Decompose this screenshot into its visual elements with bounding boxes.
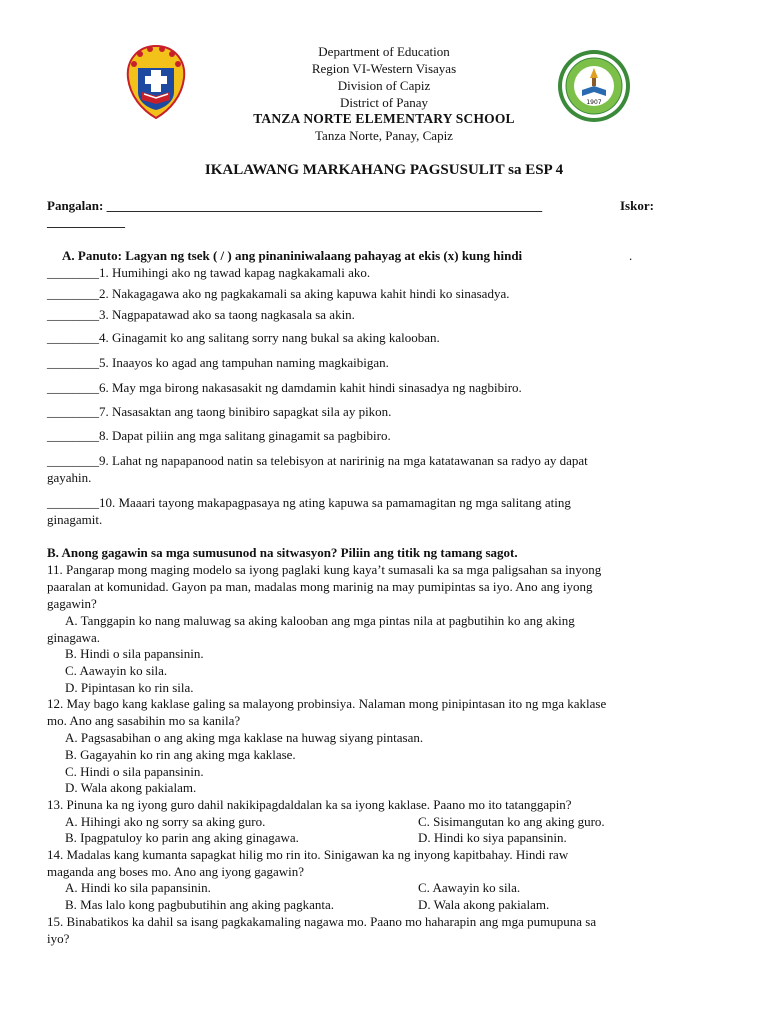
answer-option: A. Hindi ko sila papansinin.	[65, 880, 211, 895]
part-a-item: ________4. Ginagamit ko ang salitang sorry nang bukal sa aking kalooban.	[47, 330, 440, 345]
question-text: 12. May bago kang kaklase galing sa malayong probinsiya. Nalaman mong pinipintasan ito ng mga kaklase	[47, 696, 607, 711]
answer-option-cont: ginagawa.	[47, 630, 101, 645]
question-text: paaralan at komunidad. Gayon pa man, madalas mong marinig na may pumipintas sa iyo. Ano ang iyong	[47, 579, 593, 594]
question-text: gagawin?	[47, 596, 97, 611]
part-a-item: ________10. Maaari tayong makapagpasaya ng ating kapuwa sa pamamagitan ng mga salitang ating	[47, 495, 571, 510]
header-department: Department of Education	[318, 44, 450, 59]
question-text: 13. Pinuna ka ng iyong guro dahil nakikipagdaldalan ka sa iyong kaklase. Paano mo ito tatanggapin?	[47, 797, 572, 812]
answer-option: D. Wala akong pakialam.	[418, 897, 550, 912]
answer-option: D. Pipintasan ko rin sila.	[65, 680, 194, 695]
part-a-item: ________8. Dapat piliin ang mga salitang ginagamit sa pagbibiro.	[47, 428, 391, 443]
part-b-heading: B. Anong gagawin sa mga sumusunod na sitwasyon? Piliin ang titik ng tamang sagot.	[47, 545, 518, 560]
part-a-item: ________6. May mga birong nakasasakit ng damdamin kahit hindi sinasadya ng nagbibiro.	[47, 380, 522, 395]
header-school-name: TANZA NORTE ELEMENTARY SCHOOL	[253, 111, 515, 126]
score-field[interactable]: ____________	[47, 214, 125, 229]
answer-option: A. Pagsasabihan o ang aking mga kaklase na huwag siyang pintasan.	[65, 730, 424, 745]
question-text: 15. Binabatikos ka dahil sa isang pagkakamaling nagawa mo. Paano mo haharapin ang mga pumupuna sa	[47, 914, 597, 929]
question-text: 14. Madalas kang kumanta sapagkat hilig mo rin ito. Sinigawan ka ng inyong kapitbahay. Hindi raw	[47, 847, 569, 862]
part-a-item-cont: ginagamit.	[47, 512, 103, 527]
question-text: iyo?	[47, 931, 70, 946]
part-a-item: ________3. Nagpapatawad ako sa taong nagkasala sa akin.	[47, 307, 355, 322]
answer-option: C. Hindi o sila papansinin.	[65, 764, 204, 779]
part-a-instruction: A. Panuto: Lagyan ng tsek ( / ) ang pinaniniwalaang pahayag at ekis (x) kung hindi	[62, 248, 523, 263]
header-region: Region VI-Western Visayas	[311, 61, 457, 76]
part-a-item: ________2. Nakagagawa ako ng pagkakamali sa aking kapuwa kahit hindi ko sinasadya.	[47, 286, 510, 301]
header-district: District of Panay	[339, 95, 429, 110]
part-a-period: .	[629, 248, 633, 263]
exam-title: IKALAWANG MARKAHANG PAGSUSULIT sa ESP 4	[204, 162, 564, 178]
svg-text:1907: 1907	[586, 99, 602, 106]
part-a-item: ________5. Inaayos ko agad ang tampuhan naming magkaibigan.	[47, 355, 389, 370]
part-a-item-cont: gayahin.	[47, 470, 92, 485]
answer-option: B. Ipagpatuloy ko parin ang aking ginagawa.	[65, 830, 299, 845]
question-text: maganda ang boses mo. Ano ang iyong gagawin?	[47, 864, 305, 879]
header-division: Division of Capiz	[337, 78, 431, 93]
part-a-item: ________1. Humihingi ako ng tawad kapag nagkakamali ako.	[47, 265, 371, 280]
name-field[interactable]: Pangalan: ___________________________________________________________________	[47, 198, 543, 213]
answer-option: C. Aawayin ko sila.	[65, 663, 168, 678]
question-text: 11. Pangarap mong maging modelo sa iyong paglaki kung kaya’t sumasali ka sa mga paligsahan sa inyong	[47, 562, 602, 577]
header-address: Tanza Norte, Panay, Capiz	[315, 128, 453, 143]
answer-option: C. Sisimangutan ko ang aking guro.	[418, 814, 605, 829]
score-label: Iskor:	[620, 198, 654, 213]
question-text: mo. Ano ang sasabihin mo sa kanila?	[47, 713, 241, 728]
answer-option: B. Hindi o sila papansinin.	[65, 646, 204, 661]
part-a-item: ________9. Lahat ng napapanood natin sa telebisyon at naririnig na mga katatawanan sa radyo ay dapat	[47, 453, 588, 468]
answer-option: C. Aawayin ko sila.	[418, 880, 521, 895]
part-a-item: ________7. Nasasaktan ang taong binibiro sapagkat sila ay pikon.	[47, 404, 392, 419]
answer-option: A. Hihingi ako ng sorry sa aking guro.	[65, 814, 266, 829]
answer-option: B. Gagayahin ko rin ang aking mga kaklase.	[65, 747, 296, 762]
answer-option: A. Tanggapin ko nang maluwag sa aking kalooban ang mga pintas nila at pagbutihin ko ang aking	[65, 613, 575, 628]
answer-option: B. Mas lalo kong pagbubutihin ang aking pagkanta.	[65, 897, 334, 912]
answer-option: D. Wala akong pakialam.	[65, 780, 197, 795]
answer-option: D. Hindi ko siya papansinin.	[418, 830, 567, 845]
